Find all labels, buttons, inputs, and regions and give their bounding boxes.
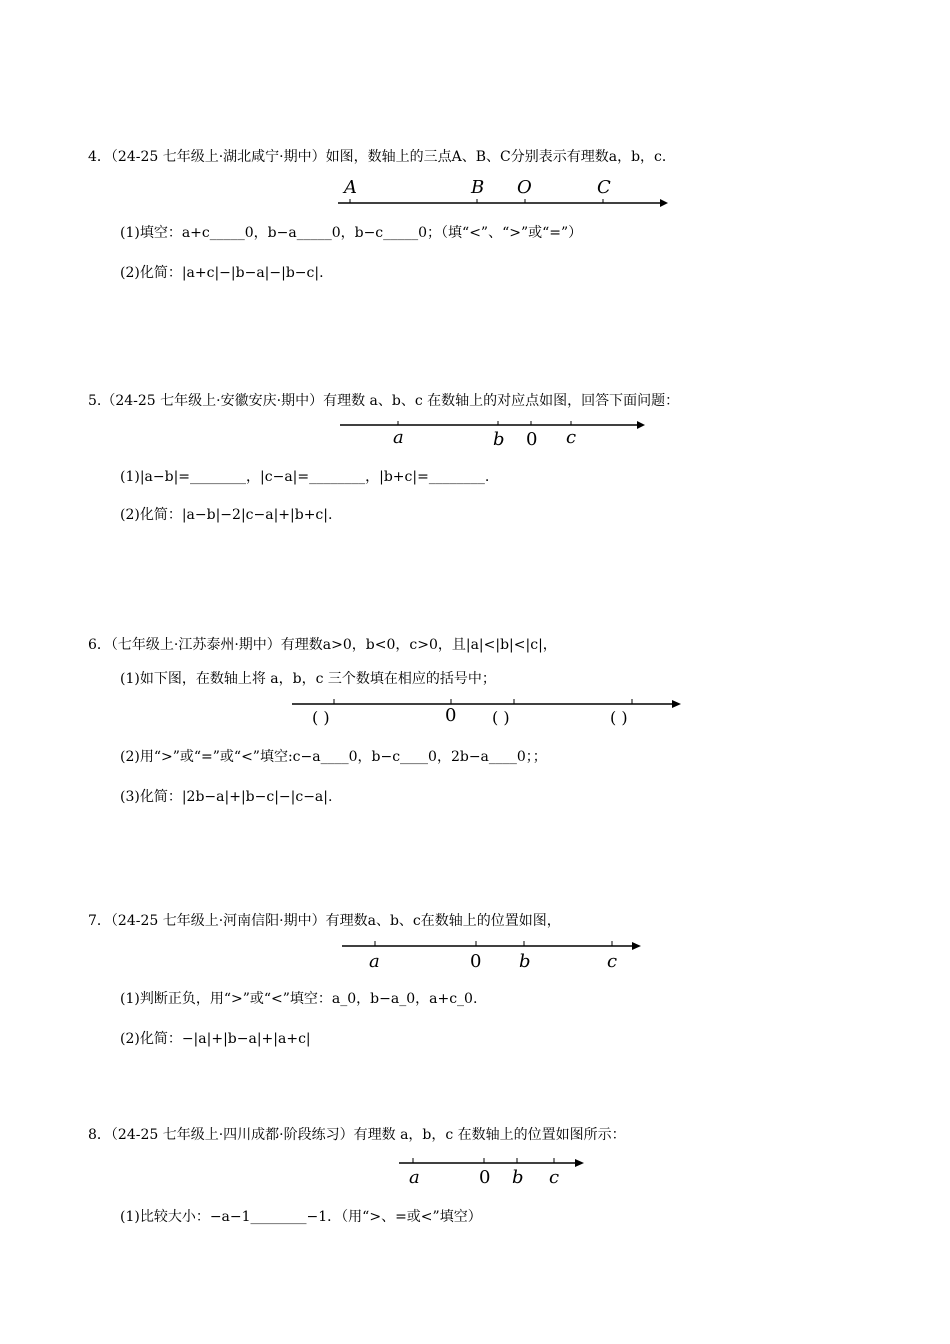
question-8-stem: 8．（24-25 七年级上·四川成都·阶段练习）有理数 a，b，c 在数轴上的位置如图所示：	[88, 1127, 626, 1143]
number-line-4	[330, 175, 670, 215]
axis-label-a: a	[369, 951, 380, 972]
question-7-part-1: (1)判断正负，用“>”或“<”填空：a_0，b−a_0，a+c_0.	[120, 991, 478, 1007]
axis-label-a: a	[393, 427, 404, 448]
question-6-part-2: (2)用“>”或“=”或“<”填空:c−a____0，b−c____0，2b−a____0；；	[120, 749, 547, 765]
number-line-6	[288, 690, 688, 730]
axis-label-A: A	[344, 177, 357, 198]
axis-label-B: B	[471, 177, 485, 198]
axis-label-C: C	[597, 177, 611, 198]
axis-label-b: b	[512, 1167, 524, 1188]
axis-label-c: c	[549, 1167, 560, 1188]
answer-paren-left: ( )	[312, 708, 330, 727]
question-7-stem: 7．（24-25 七年级上·河南信阳·期中）有理数a、b、c在数轴上的位置如图，	[88, 913, 561, 929]
question-4-part-2: (2)化简：|a+c|−|b−a|−|b−c|.	[120, 265, 324, 281]
question-8-part-1: (1)比较大小：−a−1________−1．（用“>、=或<”填空）	[120, 1209, 482, 1225]
axis-label-zero: 0	[470, 951, 482, 972]
axis-label-a: a	[409, 1167, 420, 1188]
axis-label-zero: 0	[445, 705, 457, 726]
question-5-part-1: (1)|a−b|=________，|c−a|=________，|b+c|=________.	[120, 469, 490, 485]
axis-label-zero: 0	[526, 429, 538, 450]
question-6-part-1: (1)如下图，在数轴上将 a，b，c 三个数填在相应的括号中；	[120, 671, 496, 687]
number-line-8	[395, 1152, 595, 1192]
number-line-5	[335, 413, 655, 453]
answer-paren-right: ( )	[610, 708, 628, 727]
number-line-7	[338, 935, 658, 975]
answer-paren-middle: ( )	[492, 708, 510, 727]
question-7-part-2: (2)化简：−|a|+|b−a|+|a+c|	[120, 1031, 311, 1047]
question-6-part-3: (3)化简：|2b−a|+|b−c|−|c−a|.	[120, 789, 333, 805]
axis-label-O: O	[517, 177, 532, 198]
axis-label-b: b	[519, 951, 531, 972]
axis-label-zero: 0	[479, 1167, 491, 1188]
axis-label-b: b	[493, 429, 505, 450]
axis-label-c: c	[566, 427, 577, 448]
axis-label-c: c	[607, 951, 618, 972]
question-4-part-1: (1)填空：a+c_____0，b−a_____0，b−c_____0；（填“<”、“>”或“=”）	[120, 225, 583, 241]
question-5-part-2: (2)化简：|a−b|−2|c−a|+|b+c|.	[120, 507, 333, 523]
question-5-stem: 5.（24-25 七年级上·安徽安庆·期中）有理数 a、b、c 在数轴上的对应点如图，回答下面问题：	[88, 393, 680, 409]
question-6-stem: 6．（七年级上·江苏泰州·期中）有理数a>0，b<0，c>0，且|a|<|b|<|c|，	[88, 637, 557, 653]
question-4-stem: 4．（24-25 七年级上·湖北咸宁·期中）如图，数轴上的三点A、B、C分别表示有理数a，b，c．	[88, 149, 676, 165]
